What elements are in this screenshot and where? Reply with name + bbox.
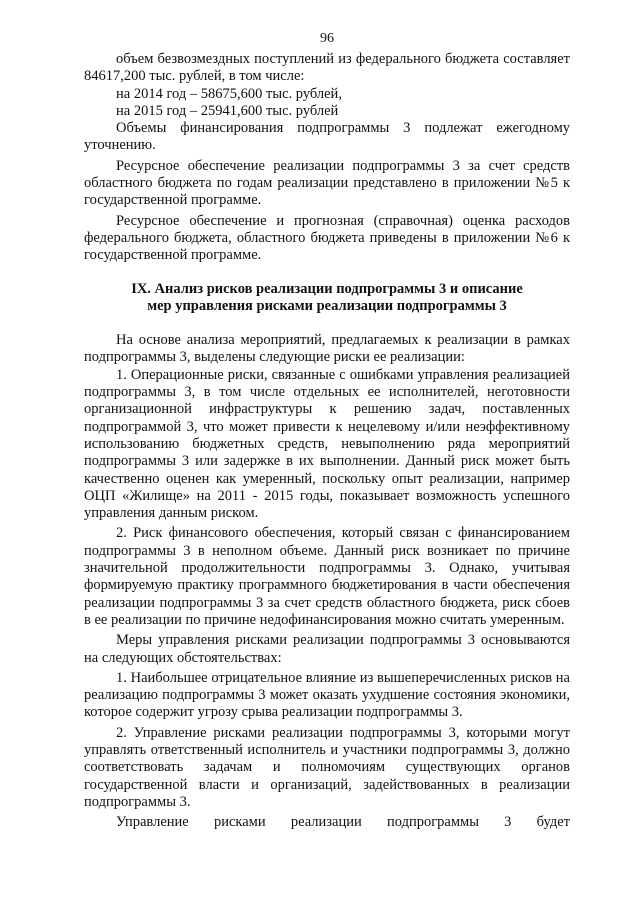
paragraph-year-2015: на 2015 год – 25941,600 тыс. рублей bbox=[116, 102, 339, 119]
paragraph-resource-appendix-5: Ресурсное обеспечение реализации подпрограммы 3 за счет средств областного бюджета по годам реализации представлено в приложении №5 к государственной программе. bbox=[84, 157, 570, 209]
document-page bbox=[84, 30, 570, 831]
paragraph-financial-risk: 2. Риск финансового обеспечения, который связан с финансированием подпрограммы 3 в неполном объеме. Данный риск возникает по причине значительной продолжительности подпрограммы 3. Однако, учитывая формируемую практику программного бюджетирования в части обеспечения реализации подпрограммы 3 за счет средств областного бюджета, риск сбоев в ее реализации по причине недофинансирования можно считать умеренным. bbox=[84, 525, 570, 628]
paragraph-risk-intro: На основе анализа мероприятий, предлагаемых к реализации в рамках подпрограммы 3, выделены следующие риски ее реализации: bbox=[84, 332, 570, 366]
paragraph-risk-measures-intro: Меры управления рисками реализации подпрограммы 3 основываются на следующих обстоятельствах: bbox=[84, 632, 570, 666]
paragraph-measure-1: 1. Наибольшее отрицательное влияние из вышеперечисленных рисков на реализацию подпрограммы 3 может оказать ухудшение состояния экономики, которое содержит угрозу срыва реализации подпрограммы 3. bbox=[84, 669, 570, 721]
section-heading-line-2: мер управления рисками реализации подпрограммы 3 bbox=[147, 297, 507, 314]
page-number: 96 bbox=[320, 31, 334, 46]
paragraph-measure-2: 2. Управление рисками реализации подпрограммы 3, которыми могут управлять ответственный исполнитель и участники подпрограммы 3, должно соответствовать задачам и полномочиям существующих органов государственной власти и организаций, задействованных в реализации подпрограммы 3. bbox=[84, 724, 570, 810]
paragraph-operational-risks: 1. Операционные риски, связанные с ошибками управления реализацией подпрограммы 3, в том числе отдельных ее исполнителей, неготовности организационной инфраструктуры к решению задач, поставленных подпрограммой 3, что может привести к нецелевому и/или неэффективному использованию бюджетных средств, невыполнению ряда мероприятий подпрограммы 3 или задержке в их выполнении. Данный риск может быть качественно оценен как умеренный, поскольку опыт реализации, например ОЦП «Жилище» на 2011 - 2015 годы, показывает возможность успешного управления данным риском. bbox=[84, 366, 570, 522]
section-heading bbox=[84, 281, 570, 316]
paragraph-resource-appendix-6: Ресурсное обеспечение и прогнозная (справочная) оценка расходов федерального бюджета, областного бюджета приведены в приложении №6 к государственной программе. bbox=[84, 212, 570, 264]
paragraph-funding-clarification: Объемы финансирования подпрограммы 3 подлежат ежегодному уточнению. bbox=[84, 120, 570, 154]
paragraph-year-2014: на 2014 год – 58675,600 тыс. рублей, bbox=[116, 85, 342, 102]
paragraph-risk-management-continued: Управление рисками реализации подпрограммы 3 будет bbox=[116, 814, 570, 831]
section-heading-line-1: IX. Анализ рисков реализации подпрограммы 3 и описание bbox=[131, 280, 523, 297]
paragraph-federal-receipts: объем безвозмездных поступлений из федерального бюджета составляет 84617,200 тыс. рублей, в том числе: bbox=[84, 51, 570, 85]
